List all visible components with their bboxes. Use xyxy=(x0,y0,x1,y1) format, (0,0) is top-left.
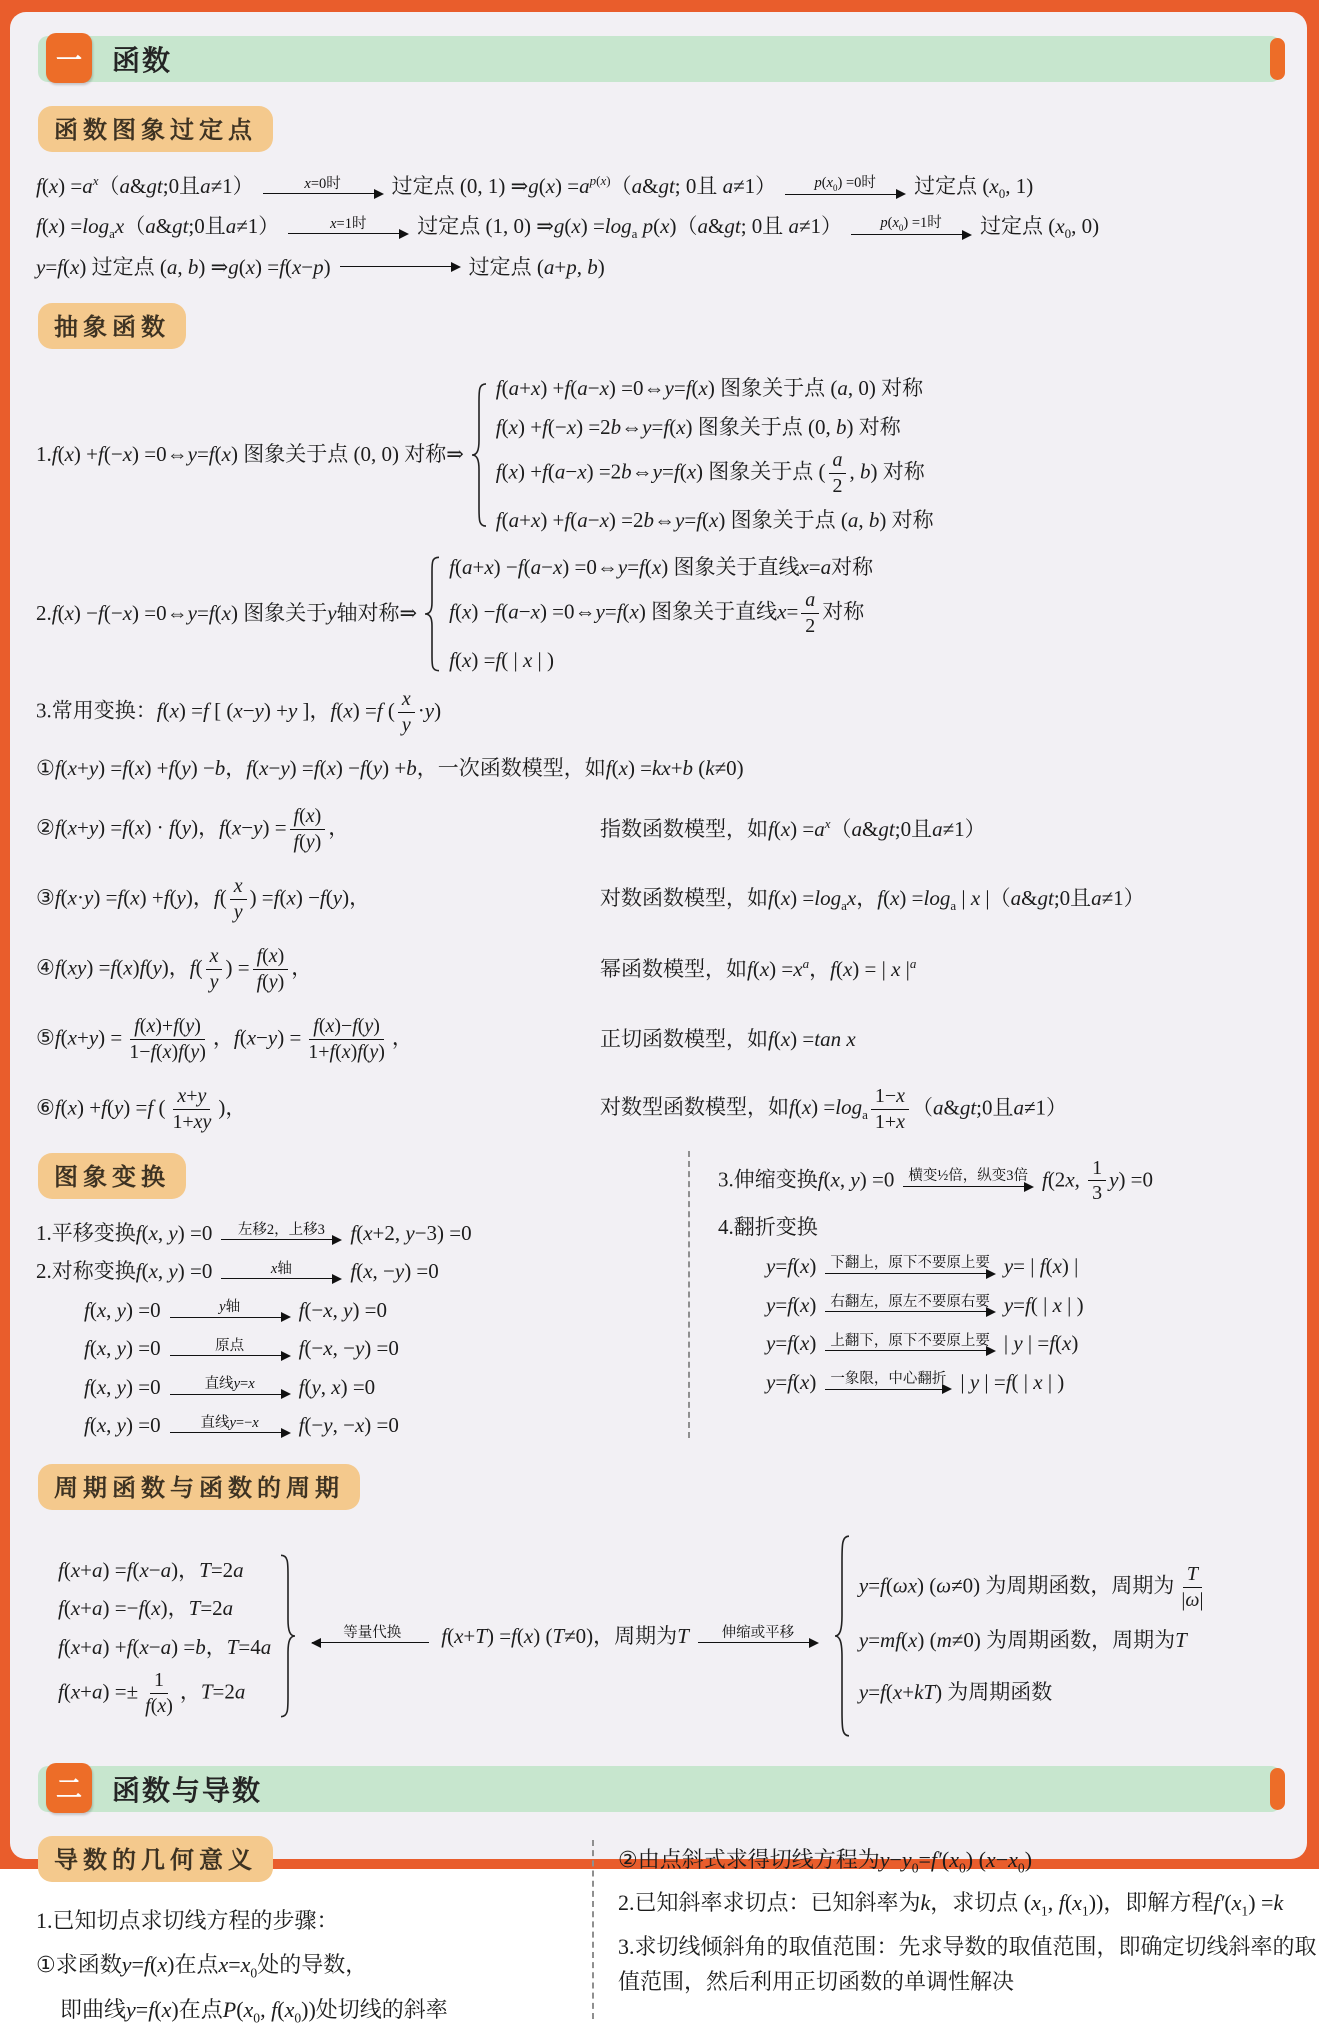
formula-line: $f(x) =\log_ax(a\&gt;0$且a≠1） x=1时 过定点 (1, 0) ⇒g(x) $=\log_a$ p(x)（a&gt; 0且 a≠1） $p(x_0) =1$时 过定点 ($x_0$, 0) xyxy=(36,214,1100,242)
section-number-tab xyxy=(46,33,92,83)
labeled-arrow-right-icon: x轴 xyxy=(221,1261,341,1286)
formula-line: 4.翻折变换 xyxy=(718,1215,818,1240)
model-label: 正切函数模型，如f(x) =tan x xyxy=(600,1026,856,1051)
labeled-arrow-right-icon: $p(x_0) =1$时 xyxy=(851,215,971,242)
model-item-3 xyxy=(36,869,1283,930)
labeled-arrow-left-icon: 等量代换 xyxy=(312,1625,432,1650)
model-item-5 xyxy=(36,1009,1283,1070)
block-graph-transform xyxy=(36,1149,1283,1442)
fraction: $\frac{T}{|\omega|}$ xyxy=(1181,1562,1204,1611)
formula-line: 1.平移变换f(x, y) =0 左移2，上移3 f(x+2, y−3) =0 xyxy=(36,1217,676,1250)
formula-line: f(x) −f(a−x) =0⇔y=f(x) 图象关于直线x= $\frac{a}{2}$ 对称 xyxy=(449,589,865,638)
fraction: $\frac{a}{2}$ xyxy=(801,589,819,638)
fraction: $\frac{f(x)}{f(y)}$ xyxy=(253,945,289,994)
text-line: ②由点斜式求得切线方程为$y-y_0=f'(x_0)$ $(x-x_0)$ xyxy=(618,1846,1033,1876)
fraction: $\frac{x}{y}$ xyxy=(398,688,415,737)
brace-left-icon xyxy=(833,1532,853,1740)
fraction: $\frac{1-x}{1+x}$ xyxy=(871,1085,909,1134)
fraction: $\frac{f(x)}{f(y)}$ xyxy=(290,805,326,854)
arrow-equivalence xyxy=(303,1620,441,1653)
dashed-divider xyxy=(592,1840,594,2019)
fraction: $\frac{f(x)+f(y)}{1-f(x)f(y)}$ xyxy=(129,1014,206,1063)
section-title: 函数 xyxy=(112,45,173,76)
fraction: $\frac{f(x)-f(y)}{1+f(x)f(y)}$ xyxy=(308,1014,385,1063)
formula-line: f(x) +f(−x) =2b⇔y=f(x) 图象关于点 (0, b) 对称 xyxy=(495,414,901,439)
formula-line: y=f(x) 一象限，中心翻折 | y | =f( | x | ) xyxy=(718,1366,1153,1399)
fraction: $\frac{1}{f(x)}$ xyxy=(145,1669,173,1718)
abstract-item-1 xyxy=(36,369,1283,540)
formula-line: f(x+a) =± $\frac{1}{f(x)}$ ，T=2a xyxy=(58,1669,246,1718)
labeled-arrow-right-icon: 原点 xyxy=(170,1338,290,1363)
section-title: 函数与导数 xyxy=(112,1774,263,1806)
model-label: 幂函数模型，如$f(x) =x^a$，f(x) = | x $|^a$ xyxy=(600,956,917,982)
fraction: $\frac{1}{3}$ xyxy=(1088,1157,1106,1206)
labeled-arrow-right-icon: 直线y=x xyxy=(170,1376,290,1401)
labeled-arrow-right-icon: 右翻左，原左不要原右要 xyxy=(825,1294,995,1319)
section-band-functions xyxy=(38,36,1281,82)
model-item-4 xyxy=(36,939,1283,1000)
labeled-arrow-right-icon: x=1时 xyxy=(288,216,408,241)
brace-left-icon xyxy=(470,381,490,529)
arrow-scale-translate xyxy=(689,1620,827,1653)
formula-line: f(x, y) =0 y轴 f(−x, y) =0 xyxy=(36,1294,676,1327)
formula-line: y=f(x) 下翻上，原下不要原上要 y= | f(x) | xyxy=(718,1250,1153,1283)
labeled-arrow-right-icon: 左移2，上移3 xyxy=(221,1222,341,1247)
labeled-arrow-right-icon: y轴 xyxy=(170,1299,290,1324)
dashed-divider xyxy=(688,1151,690,1438)
labeled-arrow-right-icon: 横变½倍，纵变3倍 xyxy=(903,1168,1033,1193)
fraction: $\frac{a}{2}$ xyxy=(829,449,847,498)
derivative-right-column xyxy=(618,1836,1324,2006)
brace-lines xyxy=(449,548,873,680)
formula-line: f(x) +f(a−x) =2b⇔y=f(x) 图象关于点 ( $\frac{a}{2}$ , b) 对称 xyxy=(495,449,925,498)
labeled-arrow-right-icon xyxy=(340,264,460,274)
labeled-arrow-right-icon: 直线y=−x xyxy=(170,1415,290,1440)
formula-line: y=f(x) 上翻下，原下不要原上要 | y | =f(x) xyxy=(718,1327,1153,1360)
graph-transform-right-column xyxy=(718,1151,1153,1405)
formula-line: 2.对称变换f(x, y) =0 x轴 f(x, −y) =0 xyxy=(36,1255,676,1288)
brace-lines xyxy=(496,369,934,540)
block-fixed-point xyxy=(36,102,1283,283)
model-label: 对数型函数模型，如$f(x) =\log_a$ $\frac{1-x}{1+x}$ （a&gt;0且a≠1） xyxy=(600,1084,1068,1133)
formula-line: y=f(ωx) (ω≠0) 为周期函数，周期为 $\frac{T}{|\omega|}$ xyxy=(859,1563,1211,1612)
page-inner xyxy=(10,12,1317,2026)
tag-fixed-point: 函数图象过定点 xyxy=(38,106,273,152)
band-end-cap-icon xyxy=(1270,38,1285,80)
model-item-6 xyxy=(36,1079,1283,1140)
labeled-arrow-right-icon: 下翻上，原下不要原上要 xyxy=(825,1255,995,1280)
formula-line: f(x+a) +f(x−a) =b，T=4a xyxy=(58,1634,272,1659)
text-line: 2.已知斜率求切点：已知斜率为k，求切点 ($x_1$, $f(x_1)$)，即解方程$f'(x_1) =k$ xyxy=(618,1890,1284,1919)
block-abstract-functions xyxy=(36,289,1283,1139)
text-line: ①求函数y=f(x)在点$x=x_0$处的导数， xyxy=(36,1951,368,1981)
text-line: 3.求切线倾斜角的取值范围：先求导数的取值范围，即确定切线斜率的取值范围，然后利用正切函数的单调性解决 xyxy=(618,1933,1317,1995)
formula-line: $f(x) =a^x(a\&gt;0$且a≠1） x=0时 过定点 (0, 1) ⇒g(x) $=a^{p(x)}(a\&gt$; 0且 a≠1） $p(x_0) =0$时 过定点 ($x_0$, 1) xyxy=(36,173,1034,202)
formula-line: y=f(x+kT) 为周期函数 xyxy=(858,1680,1053,1705)
formula-line: 3.伸缩变换f(x, y) =0 横变½倍，纵变3倍 f(2x, $\frac{1}{3}$ y) =0 xyxy=(718,1156,1154,1205)
formula-line: 3.常用变换：f(x) =f [ (x−y) +y ]，f(x) =f ( $\frac{x}{y}$ ·y) xyxy=(36,687,442,736)
fraction: $\frac{x+y}{1+xy}$ xyxy=(172,1084,212,1133)
formula-line: y=f(x) 过定点 (a, b) ⇒g(x) =f(x−p) 过定点 (a+p, b) xyxy=(36,254,605,279)
model-label: 指数函数模型，如$f(x) =a^x(a\&gt;0$且a≠1） xyxy=(600,816,986,842)
labeled-arrow-right-icon: x=0时 xyxy=(263,176,383,201)
text-line: 即曲线y=f(x)在点$P(x_0$, $f(x_0)$)处切线的斜率 xyxy=(60,1997,448,2026)
model-item-1 xyxy=(36,746,1283,791)
formula-line: f(x, y) =0 直线y=x f(y, x) =0 xyxy=(36,1371,676,1404)
formula-line: f(x+a) =f(x−a)，T=2a xyxy=(58,1557,244,1582)
formula-line: f(x+a) =−f(x)，T=2a xyxy=(58,1596,234,1621)
formula-line: ⑥f(x) +f(y) =f ( $\frac{x+y}{1+xy}$ )， xyxy=(36,1084,247,1133)
labeled-arrow-right-icon: 上翻下，原下不要原上要 xyxy=(825,1333,995,1358)
brace-left-icon xyxy=(423,555,443,673)
section-number: 一 xyxy=(55,45,82,75)
labeled-arrow-right-icon: $p(x_0) =0$时 xyxy=(785,175,905,202)
model-item-2 xyxy=(36,799,1283,860)
periodic-left-group xyxy=(36,1551,271,1722)
formula-line: f(a+x) −f(a−x) =0⇔y=f(x) 图象关于直线x=a对称 xyxy=(449,554,874,579)
formula-line: ⑤f(x+y) = $\frac{f(x)+f(y)}{1-f(x)f(y)}$ ，f(x−y) = $\frac{f(x)-f(y)}{1+f(x)f(y)}$ ， xyxy=(36,1014,413,1063)
block-derivative-meaning xyxy=(36,1832,1317,2029)
model-label: 对数函数模型，如$f(x) =\log_ax$，$f(x) =\log_a$ | x |（a&gt;0且a≠1） xyxy=(600,886,1145,914)
formula-line: f(a+x) +f(a−x) =2b⇔y=f(x) 图象关于点 (a, b) 对称 xyxy=(495,508,934,533)
formula-line: ④f(xy) =f(x)f(y)，f( $\frac{x}{y}$ ) = $\frac{f(x)}{f(y)}$ ， xyxy=(36,944,313,993)
abstract-item-2 xyxy=(36,548,1283,680)
periodic-right-group xyxy=(859,1557,1211,1715)
fraction: $\frac{x}{y}$ xyxy=(230,875,247,924)
formula-line: y=f(x) 右翻左，原左不要原右要 y=f( | x | ) xyxy=(718,1289,1153,1322)
formula-line: f(x, y) =0 原点 f(−x, −y) =0 xyxy=(36,1332,676,1365)
graph-transform-left-column xyxy=(36,1149,676,1442)
formula-lead: 2.f(x) −f(−x) =0⇔y=f(x) 图象关于y轴对称⇒ xyxy=(36,601,418,626)
block-periodic xyxy=(36,1448,1283,1740)
formula-line: ③f(x·y) =f(x) +f(y)，f( $\frac{x}{y}$ ) =f(x) −f(y)， xyxy=(36,875,371,923)
labeled-arrow-right-icon: 伸缩或平移 xyxy=(698,1625,818,1650)
formula-line: f(x, y) =0 直线y=−x f(−y, −x) =0 xyxy=(36,1409,676,1442)
section-number: 二 xyxy=(55,1775,82,1805)
band-end-cap-icon xyxy=(1270,1768,1285,1810)
tag-abstract-functions: 抽象函数 xyxy=(38,303,186,349)
brace-right-icon xyxy=(277,1552,297,1720)
tag-periodic: 周期函数与函数的周期 xyxy=(38,1464,360,1510)
tag-derivative-meaning: 导数的几何意义 xyxy=(38,1836,273,1882)
tag-graph-transform: 图象变换 xyxy=(38,1153,186,1199)
formula-line: ①f(x+y) =f(x) +f(y) −b，f(x−y) =f(x) −f(y) +b，一次函数模型，如f(x) =kx+b (k≠0) xyxy=(36,755,744,780)
formula-line: f(x) =f( | x | ) xyxy=(449,648,554,673)
fraction: $\frac{x}{y}$ xyxy=(206,945,223,994)
section-number-tab xyxy=(46,1763,92,1813)
formula-line: y=mf(x) (m≠0) 为周期函数，周期为T xyxy=(858,1627,1187,1652)
section-band-derivatives xyxy=(38,1766,1281,1812)
derivative-left-column xyxy=(36,1832,566,2029)
periodic-diagram xyxy=(36,1532,1283,1740)
formula-line: f(a+x) +f(a−x) =0⇔y=f(x) 图象关于点 (a, 0) 对称 xyxy=(495,376,924,401)
text-line: 1.已知切点求切线方程的步骤： xyxy=(36,1907,339,1933)
formula-line: f(x+T) =f(x) (T≠0)，周期为T xyxy=(441,1623,689,1648)
formula-lead: 1.f(x) +f(−x) =0⇔y=f(x) 图象关于点 (0, 0) 对称⇒ xyxy=(36,442,464,467)
formula-line: ②f(x+y) =f(x) · f(y)，f(x−y) = $\frac{f(x)}{f(y)}$ ， xyxy=(36,805,350,854)
labeled-arrow-right-icon: 一象限，中心翻折 xyxy=(825,1371,951,1396)
